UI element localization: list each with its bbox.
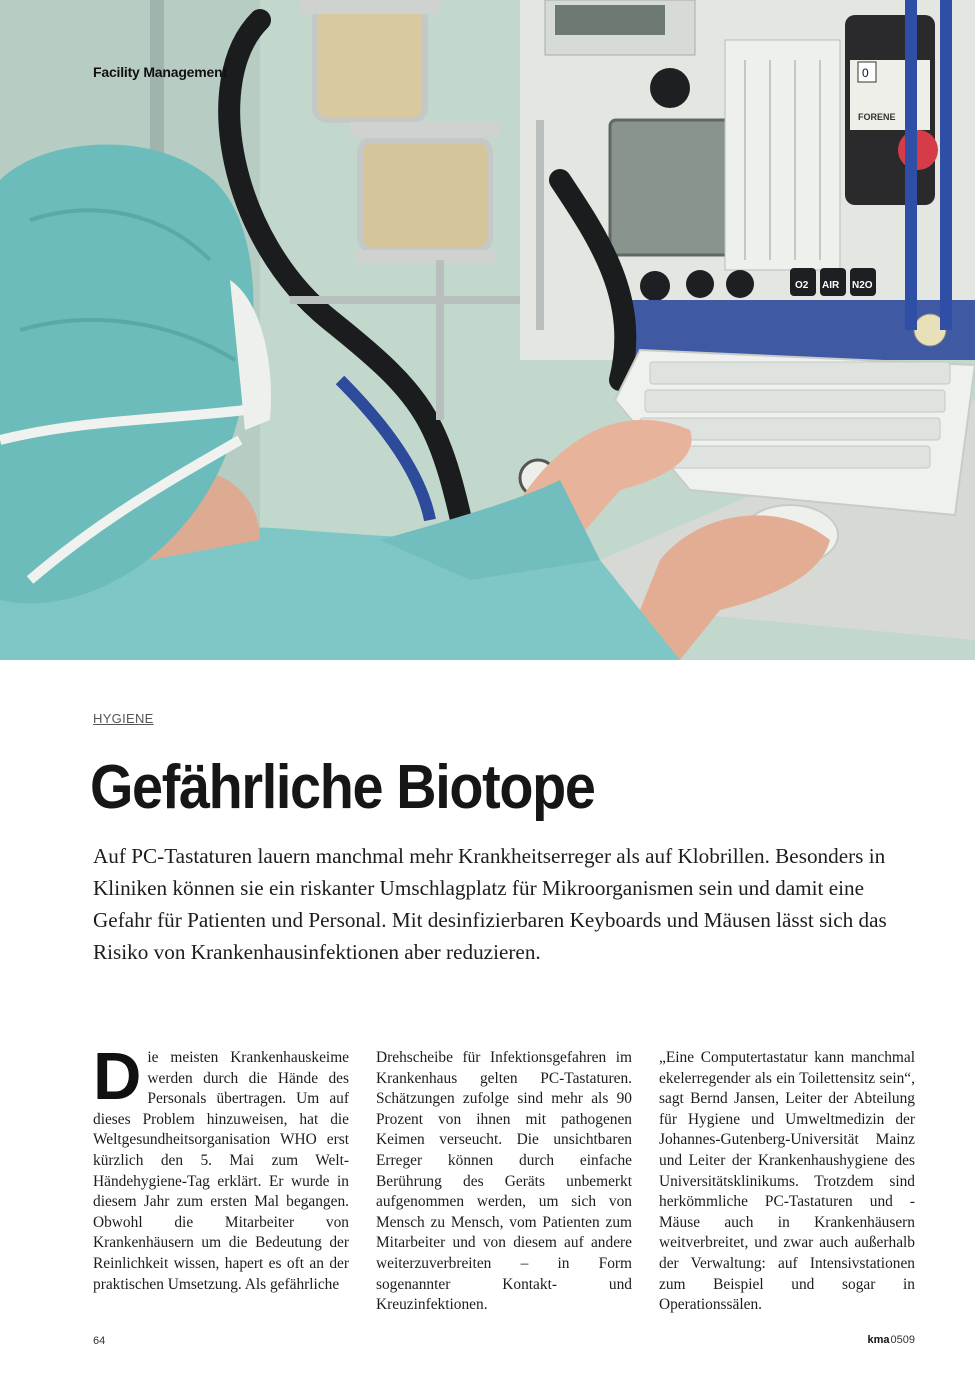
- body-column-3: „Eine Computertastatur kann manchmal ekelerregender als ein Toilettensitz sein“, sagt Bernd Jansen, Leiter der Abteilung für Hygiene und Umweltmedizin der Johannes-Gutenberg-Universität Mainz und Leiter der Krankenhaushygiene des Universitätsklinikums. Trotzdem sind herkömmliche PC-Tastaturen und -Mäuse auch in Krankenhäusern weitverbreitet, und zwar auch außerhalb der Verwaltung: auf Intensivstationen zum Beispiel und sogar in Operationssälen.: [659, 1049, 915, 1314]
- body-column-1: [93, 1039, 349, 1295]
- magazine-brand: kma: [867, 1334, 890, 1346]
- operating-room-illustration: [0, 0, 975, 660]
- article-kicker[interactable]: HYGIENE: [93, 711, 154, 726]
- body-column-2: Drehscheibe für Infektionsgefahren im Krankenhaus gelten PC-Tastaturen. Schätzungen zufolge sind mehr als 90 Prozent von ihnen mit pathogenen Keimen verseucht. Die unsichtbaren Erreger können durch einfache Berührung des Geräts unbemerkt aufgenommen werden, um sich von Mensch zu Mensch, vom Patienten zum Mitarbeiter und von diesem auf andere weiterzuverbreiten – in Form sogenannter Kontakt- und Kreuzinfektionen.: [376, 1049, 632, 1314]
- drop-cap: D: [93, 1039, 142, 1114]
- article-lead: Auf PC-Tastaturen lauern manchmal mehr Krankheitserreger als auf Klobrillen. Besonders in Kliniken können sie ein riskanter Umschlagplatz für Mikroorganismen sein und damit eine Gefahr für Patienten und Personal. Mit desinfizierbaren Keyboards und Mäusen lässt sich das Risiko von Krankenhausinfektionen aber reduzieren.: [93, 844, 887, 964]
- issue-number: 0509: [890, 1334, 915, 1346]
- article-title: Gefährliche Biotope: [90, 753, 595, 822]
- article-body: [93, 1039, 918, 1314]
- magazine-issue: [867, 1334, 915, 1346]
- gas-label-o2: O2: [795, 280, 809, 291]
- section-tag: Facility Management: [93, 64, 227, 80]
- vial-counter: 0: [862, 66, 869, 80]
- hero-photo: [0, 0, 975, 660]
- body-column-1-text: ie meisten Krankenhauskeime werden durch die Hände des Personals übertragen. Um auf dieses Problem hinzuweisen, hat die Weltgesundheitsorganisation WHO erst kürzlich den 5. Mai zum Welt-Händehygiene-Tag erklärt. Er wurde in diesem Jahr zum ersten Mal begangen. Obwohl die Mitarbeiter von Krankenhäusern um die Bedeutung der Reinlichkeit wissen, hapert es oft an der praktischen Umsetzung. Als gefährliche: [93, 1049, 349, 1293]
- page-number: 64: [93, 1335, 106, 1347]
- monitor-screen: [610, 120, 740, 255]
- vial-label: FORENE: [858, 112, 896, 122]
- gas-label-n2o: N2O: [852, 280, 873, 291]
- gas-label-air: AIR: [822, 280, 840, 291]
